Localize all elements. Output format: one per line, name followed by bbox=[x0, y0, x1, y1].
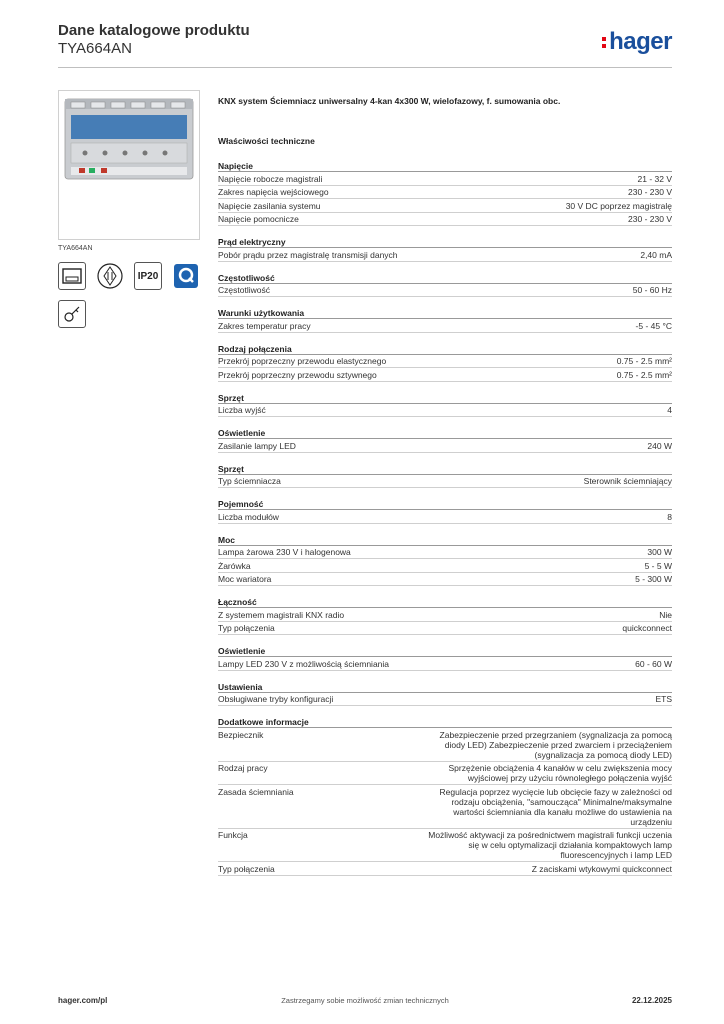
spec-value: 2,40 mA bbox=[640, 249, 672, 260]
spec-section bbox=[218, 160, 672, 226]
spec-label: Napięcie robocze magistrali bbox=[218, 173, 323, 184]
spec-row bbox=[218, 510, 672, 524]
spec-section bbox=[218, 716, 672, 876]
spec-value: Nie bbox=[659, 609, 672, 620]
spec-row bbox=[218, 439, 672, 453]
spec-row bbox=[218, 475, 672, 489]
spec-section-title: Napięcie bbox=[218, 160, 672, 172]
certification-icons bbox=[58, 262, 200, 328]
spec-label: Liczba modułów bbox=[218, 511, 279, 522]
spec-row bbox=[218, 546, 672, 560]
spec-label: Typ połączenia bbox=[218, 623, 275, 633]
spec-section bbox=[218, 236, 672, 262]
spec-row bbox=[218, 573, 672, 587]
spec-section bbox=[218, 498, 672, 524]
spec-label: Napięcie zasilania systemu bbox=[218, 200, 321, 211]
spec-section bbox=[218, 392, 672, 418]
spec-value: quickconnect bbox=[622, 623, 672, 633]
spec-value: 300 W bbox=[647, 547, 672, 557]
spec-row bbox=[218, 559, 672, 573]
spec-section-title: Oświetlenie bbox=[218, 427, 672, 439]
spec-row bbox=[218, 762, 672, 786]
technical-properties-heading: Właściwości techniczne bbox=[218, 136, 315, 146]
spec-value: Możliwość aktywacji za pośrednictwem magistrali funkcji uczenia się w celu optymalizacji działania kompaktowych lamp fluorescencyjnych i lamp LED bbox=[428, 830, 672, 860]
spec-label: Przekrój poprzeczny przewodu sztywnego bbox=[218, 369, 377, 380]
image-caption: TYA664AN bbox=[58, 245, 93, 252]
spec-value: 21 - 32 V bbox=[637, 173, 672, 184]
spec-label: Napięcie pomocnicze bbox=[218, 214, 299, 224]
spec-section bbox=[218, 343, 672, 382]
spec-sections bbox=[218, 160, 672, 876]
spec-row bbox=[218, 368, 672, 382]
spec-row bbox=[218, 213, 672, 227]
spec-section bbox=[218, 463, 672, 489]
product-visual-column bbox=[58, 90, 200, 328]
spec-value: 4 bbox=[667, 405, 672, 415]
spec-value: 30 V DC poprzez magistralę bbox=[565, 200, 672, 211]
spec-row bbox=[218, 657, 672, 671]
spec-value: Z zaciskami wtykowymi quickconnect bbox=[531, 863, 672, 874]
spec-value: 0.75 - 2.5 mm² bbox=[616, 369, 672, 380]
spec-label: Rodzaj pracy bbox=[218, 763, 268, 773]
spec-row bbox=[218, 248, 672, 262]
spec-section bbox=[218, 645, 672, 671]
spec-section-title: Prąd elektryczny bbox=[218, 236, 672, 248]
spec-row bbox=[218, 785, 672, 829]
spec-row bbox=[218, 199, 672, 213]
class-ii-display-icon bbox=[58, 262, 86, 290]
spec-section-title: Moc bbox=[218, 534, 672, 546]
spec-section bbox=[218, 681, 672, 707]
logo-text: hager bbox=[609, 28, 672, 55]
spec-value: Sprzężenie obciążenia 4 kanałów w celu zwiększenia mocy wyjściowej przy użyciu równoległego połączenia wyjść bbox=[448, 763, 672, 783]
spec-value: ETS bbox=[655, 694, 672, 704]
spec-row bbox=[218, 186, 672, 200]
spec-label: Funkcja bbox=[218, 830, 248, 840]
ul-mark-icon bbox=[96, 262, 124, 290]
spec-row bbox=[218, 622, 672, 636]
spec-section-title: Dodatkowe informacje bbox=[218, 716, 672, 728]
product-image bbox=[58, 90, 200, 240]
spec-label: Zasilanie lampy LED bbox=[218, 440, 296, 451]
spec-section bbox=[218, 272, 672, 298]
quality-q-icon bbox=[172, 262, 200, 290]
spec-section bbox=[218, 307, 672, 333]
specifications-column bbox=[218, 96, 672, 886]
spec-value: 240 W bbox=[647, 440, 672, 451]
spec-section-title: Częstotliwość bbox=[218, 272, 672, 284]
spec-section bbox=[218, 596, 672, 635]
spec-label: Przekrój poprzeczny przewodu elastycznego bbox=[218, 356, 387, 366]
spec-section-title: Oświetlenie bbox=[218, 645, 672, 657]
spec-row bbox=[218, 172, 672, 186]
spec-label: Bezpiecznik bbox=[218, 729, 264, 740]
spec-label: Typ połączenia bbox=[218, 863, 275, 874]
dimmer-device-illustration bbox=[61, 93, 197, 237]
spec-row bbox=[218, 355, 672, 369]
ip20-badge-icon: IP20 bbox=[134, 262, 162, 290]
spec-value: 8 bbox=[667, 511, 672, 522]
spec-row bbox=[218, 862, 672, 876]
spec-section bbox=[218, 427, 672, 453]
spec-section-title: Łączność bbox=[218, 596, 672, 608]
spec-row bbox=[218, 608, 672, 622]
logo-dots-icon bbox=[602, 34, 607, 51]
spec-section-title: Sprzęt bbox=[218, 463, 672, 475]
spec-label: Zasada ściemniania bbox=[218, 786, 294, 797]
spec-section-title: Rodzaj połączenia bbox=[218, 343, 672, 355]
document-title: Dane katalogowe produktu bbox=[58, 22, 250, 39]
spec-value: Regulacja poprzez wycięcie lub obcięcie fazy w zależności od rodzaju obciążenia, "samoucząca" Minimalne/maksymalne wartości ściemniania dla kanału możliwe do ustawienia na urządzeniu bbox=[439, 786, 672, 827]
spec-section bbox=[218, 534, 672, 587]
spec-label: Liczba wyjść bbox=[218, 405, 266, 415]
spec-row bbox=[218, 829, 672, 863]
spec-label: Żarówka bbox=[218, 560, 251, 571]
spec-value: 230 - 230 V bbox=[628, 214, 672, 224]
spec-value: 60 - 60 W bbox=[635, 658, 672, 669]
spec-label: Zakres napięcia wejściowego bbox=[218, 187, 329, 197]
spec-row bbox=[218, 728, 672, 762]
spec-row bbox=[218, 404, 672, 418]
spec-value: 230 - 230 V bbox=[628, 187, 672, 197]
spec-label: Z systemem magistrali KNX radio bbox=[218, 609, 345, 620]
spec-label: Lampa żarowa 230 V i halogenowa bbox=[218, 547, 351, 557]
spec-label: Moc wariatora bbox=[218, 574, 272, 584]
spec-section-title: Pojemność bbox=[218, 498, 672, 510]
product-description: KNX system Ściemniacz uniwersalny 4-kan 4x300 W, wielofazowy, f. sumowania obc. bbox=[218, 96, 561, 106]
hager-logo bbox=[602, 28, 672, 56]
spec-label: Lampy LED 230 V z możliwością ściemniania bbox=[218, 658, 390, 669]
footer-website: hager.com/pl bbox=[58, 996, 108, 1005]
key-tool-icon bbox=[58, 300, 86, 328]
page-footer bbox=[58, 996, 672, 1010]
spec-row bbox=[218, 319, 672, 333]
spec-value: 0.75 - 2.5 mm² bbox=[616, 356, 672, 366]
footer-date: 22.12.2025 bbox=[631, 996, 672, 1005]
spec-label: Obsługiwane tryby konfiguracji bbox=[218, 694, 334, 704]
footer-disclaimer: Zastrzegamy sobie możliwość zmian technicznych bbox=[281, 996, 449, 1005]
spec-value: 5 - 300 W bbox=[635, 574, 672, 584]
spec-section-title: Sprzęt bbox=[218, 392, 672, 404]
spec-row bbox=[218, 693, 672, 707]
spec-label: Zakres temperatur pracy bbox=[218, 320, 311, 331]
spec-value: 50 - 60 Hz bbox=[632, 285, 672, 295]
spec-value: Zabezpieczenie przed przegrzaniem (sygnalizacja za pomocą diody LED) Zabezpieczenie przed zwarciem i przeciążeniem (sygnalizacja za pomocą diody LED) bbox=[439, 729, 672, 760]
spec-value: Sterownik ściemniający bbox=[583, 476, 672, 486]
spec-label: Pobór prądu przez magistralę transmisji danych bbox=[218, 249, 398, 260]
spec-section-title: Ustawienia bbox=[218, 681, 672, 693]
spec-label: Częstotliwość bbox=[218, 285, 270, 295]
spec-section-title: Warunki użytkowania bbox=[218, 307, 672, 319]
page-header bbox=[58, 22, 672, 68]
product-code: TYA664AN bbox=[58, 40, 132, 57]
spec-label: Typ ściemniacza bbox=[218, 476, 281, 486]
spec-value: -5 - 45 °C bbox=[635, 320, 672, 331]
spec-value: 5 - 5 W bbox=[644, 560, 672, 571]
spec-row bbox=[218, 284, 672, 298]
